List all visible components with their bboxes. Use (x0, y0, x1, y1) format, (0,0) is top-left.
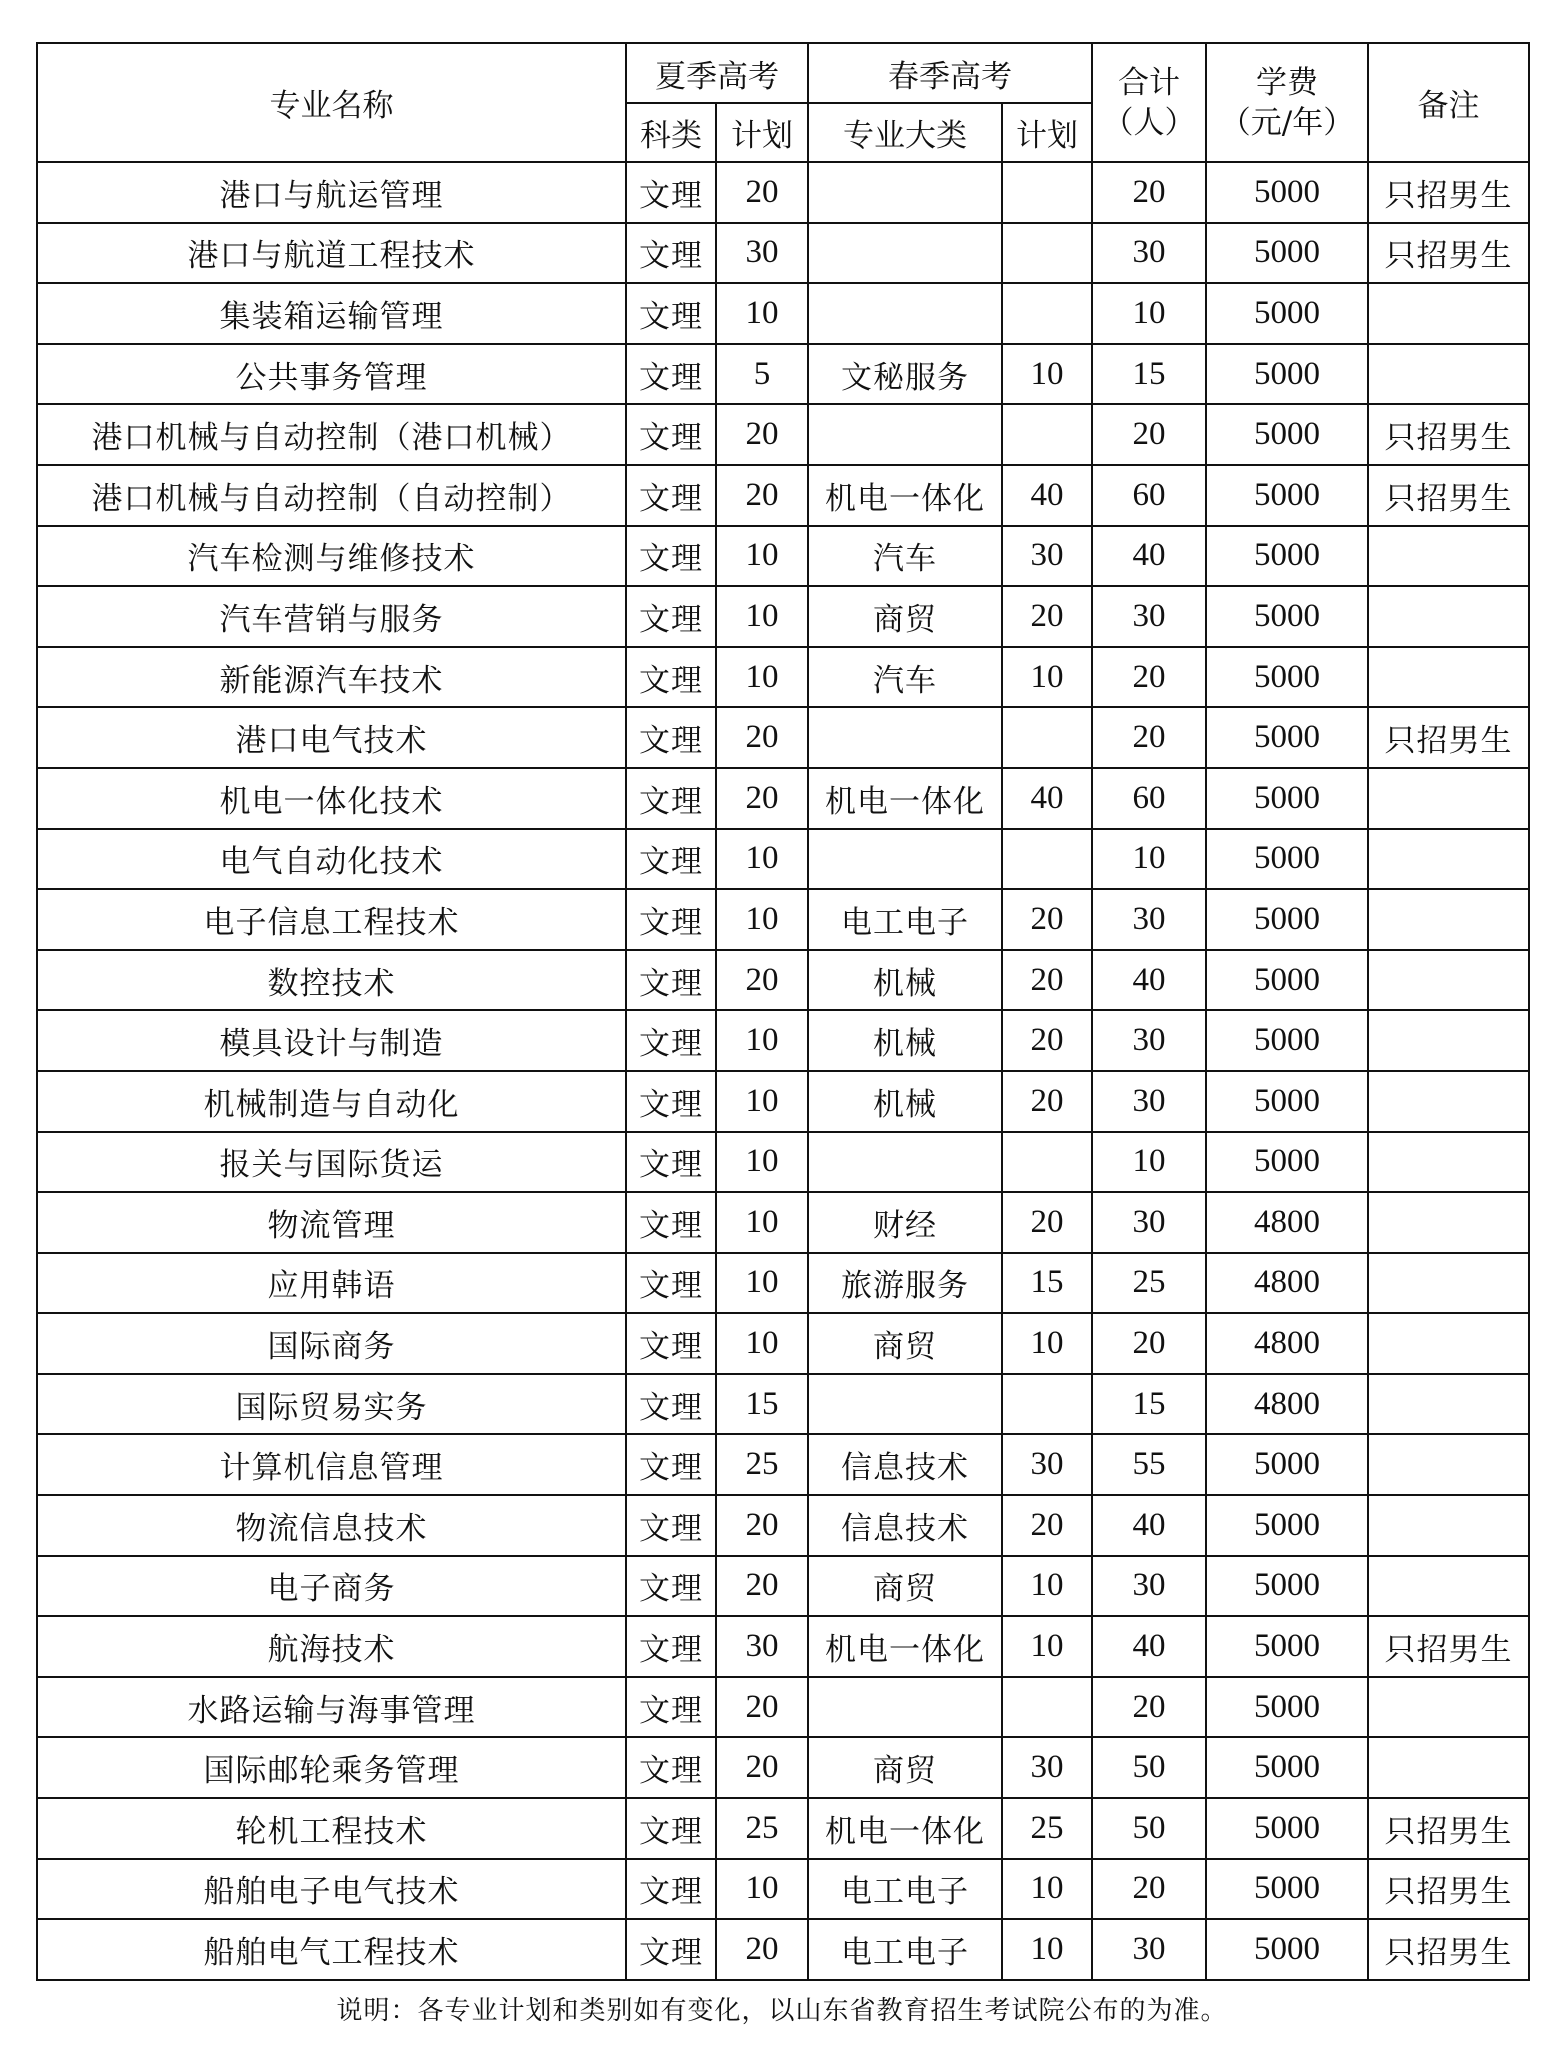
cell-summer-plan: 20 (716, 1556, 808, 1617)
cell-total: 30 (1092, 1919, 1206, 1980)
cell-remarks: 只招男生 (1368, 1919, 1529, 1980)
cell-spring-category: 机电一体化 (808, 768, 1002, 829)
cell-spring-plan: 20 (1002, 1192, 1092, 1253)
cell-summer-plan: 20 (716, 1919, 808, 1980)
cell-summer-category: 文理 (626, 1434, 716, 1495)
cell-summer-plan: 10 (716, 1132, 808, 1193)
cell-remarks (1368, 768, 1529, 829)
cell-total: 40 (1092, 526, 1206, 587)
cell-remarks: 只招男生 (1368, 1616, 1529, 1677)
header-row-top (37, 43, 1529, 103)
table-row (37, 404, 1529, 465)
cell-summer-plan: 10 (716, 586, 808, 647)
cell-total: 30 (1092, 1010, 1206, 1071)
header-spring-category: 专业大类 (808, 103, 1002, 162)
cell-remarks (1368, 1313, 1529, 1374)
table-row (37, 1677, 1529, 1738)
cell-remarks (1368, 1071, 1529, 1132)
cell-spring-category (808, 1677, 1002, 1738)
cell-major-name: 国际商务 (37, 1313, 626, 1374)
table-row (37, 950, 1529, 1011)
cell-remarks (1368, 1495, 1529, 1556)
cell-spring-plan: 10 (1002, 1313, 1092, 1374)
cell-summer-plan: 20 (716, 1677, 808, 1738)
header-summer-category: 科类 (626, 103, 716, 162)
cell-spring-plan: 40 (1002, 768, 1092, 829)
table-row (37, 223, 1529, 284)
cell-major-name: 轮机工程技术 (37, 1798, 626, 1859)
table-row (37, 1192, 1529, 1253)
cell-total: 20 (1092, 1313, 1206, 1374)
cell-major-name: 集装箱运输管理 (37, 283, 626, 344)
cell-tuition: 4800 (1206, 1374, 1368, 1435)
cell-spring-category (808, 1132, 1002, 1193)
cell-major-name: 港口与航道工程技术 (37, 223, 626, 284)
cell-tuition: 5000 (1206, 344, 1368, 405)
cell-remarks (1368, 283, 1529, 344)
cell-summer-category: 文理 (626, 223, 716, 284)
cell-summer-plan: 20 (716, 162, 808, 223)
cell-spring-plan (1002, 283, 1092, 344)
table-row (37, 526, 1529, 587)
cell-spring-category: 信息技术 (808, 1434, 1002, 1495)
cell-spring-plan (1002, 707, 1092, 768)
table-row (37, 465, 1529, 526)
cell-major-name: 计算机信息管理 (37, 1434, 626, 1495)
cell-tuition: 4800 (1206, 1313, 1368, 1374)
cell-major-name: 港口与航运管理 (37, 162, 626, 223)
cell-spring-plan: 40 (1002, 465, 1092, 526)
cell-summer-plan: 10 (716, 889, 808, 950)
cell-tuition: 4800 (1206, 1192, 1368, 1253)
table-row (37, 344, 1529, 405)
cell-major-name: 船舶电气工程技术 (37, 1919, 626, 1980)
cell-tuition: 5000 (1206, 950, 1368, 1011)
cell-tuition: 5000 (1206, 1132, 1368, 1193)
table-row (37, 1616, 1529, 1677)
cell-tuition: 5000 (1206, 223, 1368, 284)
cell-major-name: 机电一体化技术 (37, 768, 626, 829)
cell-summer-plan: 10 (716, 647, 808, 708)
cell-major-name: 数控技术 (37, 950, 626, 1011)
cell-summer-category: 文理 (626, 829, 716, 890)
cell-spring-category (808, 1374, 1002, 1435)
cell-major-name: 船舶电子电气技术 (37, 1859, 626, 1920)
cell-spring-category (808, 162, 1002, 223)
table-row (37, 1919, 1529, 1980)
cell-remarks (1368, 344, 1529, 405)
cell-remarks: 只招男生 (1368, 223, 1529, 284)
cell-spring-category: 财经 (808, 1192, 1002, 1253)
table-row (37, 707, 1529, 768)
cell-major-name: 应用韩语 (37, 1253, 626, 1314)
cell-summer-category: 文理 (626, 586, 716, 647)
header-tuition (1206, 43, 1368, 162)
cell-spring-category (808, 404, 1002, 465)
cell-total: 10 (1092, 283, 1206, 344)
cell-total: 15 (1092, 344, 1206, 405)
cell-remarks: 只招男生 (1368, 707, 1529, 768)
cell-summer-plan: 30 (716, 1616, 808, 1677)
cell-remarks (1368, 1374, 1529, 1435)
table-row (37, 1132, 1529, 1193)
cell-spring-category: 电工电子 (808, 889, 1002, 950)
cell-summer-plan: 20 (716, 465, 808, 526)
cell-tuition: 5000 (1206, 526, 1368, 587)
cell-major-name: 新能源汽车技术 (37, 647, 626, 708)
cell-tuition: 5000 (1206, 1434, 1368, 1495)
cell-summer-category: 文理 (626, 1495, 716, 1556)
cell-spring-category: 商贸 (808, 1737, 1002, 1798)
cell-summer-plan: 10 (716, 829, 808, 890)
cell-tuition: 5000 (1206, 404, 1368, 465)
cell-tuition: 5000 (1206, 1616, 1368, 1677)
cell-remarks (1368, 1132, 1529, 1193)
cell-summer-category: 文理 (626, 1071, 716, 1132)
cell-spring-plan: 20 (1002, 586, 1092, 647)
cell-remarks (1368, 526, 1529, 587)
cell-spring-category: 电工电子 (808, 1859, 1002, 1920)
cell-tuition: 5000 (1206, 1495, 1368, 1556)
cell-major-name: 汽车营销与服务 (37, 586, 626, 647)
cell-tuition: 5000 (1206, 283, 1368, 344)
table-row (37, 283, 1529, 344)
cell-spring-category (808, 283, 1002, 344)
cell-spring-plan (1002, 223, 1092, 284)
cell-remarks: 只招男生 (1368, 1798, 1529, 1859)
cell-spring-plan: 30 (1002, 1737, 1092, 1798)
cell-tuition: 5000 (1206, 465, 1368, 526)
cell-tuition: 5000 (1206, 647, 1368, 708)
cell-remarks (1368, 1434, 1529, 1495)
cell-total: 30 (1092, 1071, 1206, 1132)
cell-spring-category (808, 223, 1002, 284)
cell-spring-category: 汽车 (808, 647, 1002, 708)
cell-total: 30 (1092, 223, 1206, 284)
cell-summer-category: 文理 (626, 1374, 716, 1435)
cell-total: 20 (1092, 647, 1206, 708)
cell-summer-category: 文理 (626, 647, 716, 708)
cell-major-name: 国际贸易实务 (37, 1374, 626, 1435)
cell-summer-category: 文理 (626, 1556, 716, 1617)
table-row (37, 1010, 1529, 1071)
cell-spring-plan (1002, 404, 1092, 465)
cell-major-name: 电气自动化技术 (37, 829, 626, 890)
cell-spring-plan: 25 (1002, 1798, 1092, 1859)
cell-total: 60 (1092, 465, 1206, 526)
cell-total: 25 (1092, 1253, 1206, 1314)
cell-remarks: 只招男生 (1368, 404, 1529, 465)
cell-summer-plan: 20 (716, 404, 808, 465)
cell-total: 20 (1092, 707, 1206, 768)
cell-remarks: 只招男生 (1368, 465, 1529, 526)
table-body (37, 162, 1529, 1980)
cell-spring-category: 商贸 (808, 586, 1002, 647)
cell-tuition: 5000 (1206, 1919, 1368, 1980)
cell-remarks: 只招男生 (1368, 1859, 1529, 1920)
table-row (37, 1495, 1529, 1556)
cell-summer-category: 文理 (626, 465, 716, 526)
cell-summer-plan: 10 (716, 1192, 808, 1253)
cell-summer-category: 文理 (626, 1677, 716, 1738)
cell-remarks (1368, 586, 1529, 647)
cell-tuition: 5000 (1206, 1677, 1368, 1738)
header-tuition-line2: （元/年） (1219, 104, 1355, 141)
cell-tuition: 5000 (1206, 889, 1368, 950)
header-total (1092, 43, 1206, 162)
cell-spring-category: 机械 (808, 1010, 1002, 1071)
cell-major-name: 航海技术 (37, 1616, 626, 1677)
cell-total: 15 (1092, 1374, 1206, 1435)
cell-summer-plan: 10 (716, 1010, 808, 1071)
cell-summer-category: 文理 (626, 1737, 716, 1798)
cell-major-name: 物流管理 (37, 1192, 626, 1253)
cell-spring-plan: 20 (1002, 1010, 1092, 1071)
cell-major-name: 汽车检测与维修技术 (37, 526, 626, 587)
cell-spring-plan: 10 (1002, 1859, 1092, 1920)
cell-remarks (1368, 1556, 1529, 1617)
cell-total: 60 (1092, 768, 1206, 829)
cell-total: 50 (1092, 1737, 1206, 1798)
cell-spring-plan: 10 (1002, 1919, 1092, 1980)
cell-summer-plan: 10 (716, 283, 808, 344)
cell-total: 40 (1092, 950, 1206, 1011)
cell-spring-category: 机电一体化 (808, 1798, 1002, 1859)
cell-major-name: 港口电气技术 (37, 707, 626, 768)
cell-tuition: 5000 (1206, 586, 1368, 647)
cell-total: 50 (1092, 1798, 1206, 1859)
table-row (37, 586, 1529, 647)
cell-remarks: 只招男生 (1368, 162, 1529, 223)
cell-total: 20 (1092, 1859, 1206, 1920)
cell-spring-category: 汽车 (808, 526, 1002, 587)
header-tuition-line1: 学费 (1256, 64, 1318, 101)
cell-remarks (1368, 1010, 1529, 1071)
cell-summer-plan: 20 (716, 768, 808, 829)
cell-spring-plan: 20 (1002, 950, 1092, 1011)
cell-summer-plan: 25 (716, 1434, 808, 1495)
cell-major-name: 国际邮轮乘务管理 (37, 1737, 626, 1798)
cell-total: 30 (1092, 1556, 1206, 1617)
cell-spring-category: 商贸 (808, 1556, 1002, 1617)
cell-summer-category: 文理 (626, 1132, 716, 1193)
table-row (37, 162, 1529, 223)
table-row (37, 1071, 1529, 1132)
cell-spring-category (808, 829, 1002, 890)
cell-major-name: 机械制造与自动化 (37, 1071, 626, 1132)
cell-total: 30 (1092, 1192, 1206, 1253)
cell-tuition: 5000 (1206, 829, 1368, 890)
cell-major-name: 电子信息工程技术 (37, 889, 626, 950)
table-row (37, 647, 1529, 708)
table-row (37, 1737, 1529, 1798)
cell-remarks (1368, 829, 1529, 890)
cell-total: 20 (1092, 404, 1206, 465)
cell-spring-plan: 15 (1002, 1253, 1092, 1314)
cell-spring-plan: 20 (1002, 1495, 1092, 1556)
cell-spring-category: 商贸 (808, 1313, 1002, 1374)
cell-major-name: 电子商务 (37, 1556, 626, 1617)
cell-spring-category (808, 707, 1002, 768)
table-row (37, 829, 1529, 890)
cell-major-name: 模具设计与制造 (37, 1010, 626, 1071)
cell-summer-plan: 20 (716, 1737, 808, 1798)
header-total-line1: 合计 (1118, 64, 1180, 101)
cell-spring-category: 旅游服务 (808, 1253, 1002, 1314)
cell-summer-category: 文理 (626, 707, 716, 768)
cell-spring-category: 机械 (808, 950, 1002, 1011)
cell-summer-plan: 30 (716, 223, 808, 284)
cell-remarks (1368, 1677, 1529, 1738)
cell-summer-category: 文理 (626, 950, 716, 1011)
enrollment-plan-table (36, 42, 1530, 1981)
cell-summer-plan: 10 (716, 526, 808, 587)
cell-spring-category: 机电一体化 (808, 1616, 1002, 1677)
cell-tuition: 5000 (1206, 768, 1368, 829)
cell-remarks (1368, 1192, 1529, 1253)
table-row (37, 1798, 1529, 1859)
table-row (37, 1859, 1529, 1920)
cell-summer-plan: 10 (716, 1313, 808, 1374)
header-major-name: 专业名称 (37, 43, 626, 162)
cell-summer-category: 文理 (626, 1010, 716, 1071)
cell-summer-plan: 20 (716, 950, 808, 1011)
cell-summer-category: 文理 (626, 526, 716, 587)
cell-summer-category: 文理 (626, 283, 716, 344)
cell-spring-plan: 20 (1002, 889, 1092, 950)
header-summer-plan: 计划 (716, 103, 808, 162)
cell-summer-category: 文理 (626, 1192, 716, 1253)
cell-total: 55 (1092, 1434, 1206, 1495)
cell-spring-category: 文秘服务 (808, 344, 1002, 405)
cell-summer-category: 文理 (626, 1313, 716, 1374)
cell-major-name: 港口机械与自动控制（自动控制） (37, 465, 626, 526)
table-row (37, 1374, 1529, 1435)
cell-total: 10 (1092, 1132, 1206, 1193)
cell-spring-plan: 10 (1002, 344, 1092, 405)
cell-spring-plan (1002, 162, 1092, 223)
cell-summer-plan: 10 (716, 1253, 808, 1314)
cell-summer-category: 文理 (626, 344, 716, 405)
cell-spring-plan: 20 (1002, 1071, 1092, 1132)
cell-summer-category: 文理 (626, 1919, 716, 1980)
cell-total: 40 (1092, 1616, 1206, 1677)
cell-tuition: 5000 (1206, 162, 1368, 223)
cell-tuition: 5000 (1206, 1010, 1368, 1071)
footer-note: 说明：各专业计划和类别如有变化，以山东省教育招生考试院公布的为准。 (336, 1996, 1228, 2026)
cell-spring-plan: 10 (1002, 647, 1092, 708)
table-row (37, 1313, 1529, 1374)
cell-tuition: 5000 (1206, 707, 1368, 768)
cell-remarks (1368, 647, 1529, 708)
cell-summer-plan: 20 (716, 1495, 808, 1556)
table-row (37, 1434, 1529, 1495)
cell-spring-plan: 10 (1002, 1556, 1092, 1617)
cell-summer-category: 文理 (626, 1253, 716, 1314)
cell-total: 20 (1092, 162, 1206, 223)
cell-summer-plan: 15 (716, 1374, 808, 1435)
cell-major-name: 报关与国际货运 (37, 1132, 626, 1193)
cell-summer-plan: 20 (716, 707, 808, 768)
header-total-line2: （人） (1102, 104, 1196, 141)
cell-summer-category: 文理 (626, 404, 716, 465)
cell-spring-plan (1002, 1374, 1092, 1435)
cell-remarks (1368, 950, 1529, 1011)
cell-total: 20 (1092, 1677, 1206, 1738)
cell-total: 40 (1092, 1495, 1206, 1556)
table-row (37, 768, 1529, 829)
enrollment-plan-document (36, 42, 1528, 1981)
cell-summer-category: 文理 (626, 768, 716, 829)
cell-total: 10 (1092, 829, 1206, 890)
header-spring-exam: 春季高考 (808, 43, 1092, 103)
table-row (37, 1253, 1529, 1314)
cell-major-name: 公共事务管理 (37, 344, 626, 405)
table-row (37, 889, 1529, 950)
cell-summer-category: 文理 (626, 1859, 716, 1920)
cell-major-name: 港口机械与自动控制（港口机械） (37, 404, 626, 465)
cell-total: 30 (1092, 586, 1206, 647)
cell-summer-category: 文理 (626, 1798, 716, 1859)
cell-summer-category: 文理 (626, 162, 716, 223)
cell-total: 30 (1092, 889, 1206, 950)
cell-major-name: 物流信息技术 (37, 1495, 626, 1556)
cell-summer-plan: 25 (716, 1798, 808, 1859)
cell-spring-plan (1002, 1677, 1092, 1738)
header-summer-exam: 夏季高考 (626, 43, 808, 103)
cell-summer-plan: 10 (716, 1071, 808, 1132)
cell-tuition: 5000 (1206, 1859, 1368, 1920)
cell-tuition: 4800 (1206, 1253, 1368, 1314)
header-spring-plan: 计划 (1002, 103, 1092, 162)
cell-summer-category: 文理 (626, 889, 716, 950)
cell-remarks (1368, 1253, 1529, 1314)
cell-spring-plan: 10 (1002, 1616, 1092, 1677)
table-row (37, 1556, 1529, 1617)
cell-spring-category: 机械 (808, 1071, 1002, 1132)
cell-spring-plan: 30 (1002, 1434, 1092, 1495)
header-remarks: 备注 (1368, 43, 1529, 162)
cell-remarks (1368, 889, 1529, 950)
cell-tuition: 5000 (1206, 1071, 1368, 1132)
cell-spring-plan (1002, 829, 1092, 890)
cell-spring-category: 信息技术 (808, 1495, 1002, 1556)
cell-spring-category: 电工电子 (808, 1919, 1002, 1980)
cell-remarks (1368, 1737, 1529, 1798)
cell-spring-plan: 30 (1002, 526, 1092, 587)
cell-summer-plan: 5 (716, 344, 808, 405)
cell-tuition: 5000 (1206, 1737, 1368, 1798)
cell-major-name: 水路运输与海事管理 (37, 1677, 626, 1738)
cell-tuition: 5000 (1206, 1798, 1368, 1859)
cell-summer-plan: 10 (716, 1859, 808, 1920)
cell-tuition: 5000 (1206, 1556, 1368, 1617)
cell-spring-plan (1002, 1132, 1092, 1193)
cell-spring-category: 机电一体化 (808, 465, 1002, 526)
cell-summer-category: 文理 (626, 1616, 716, 1677)
